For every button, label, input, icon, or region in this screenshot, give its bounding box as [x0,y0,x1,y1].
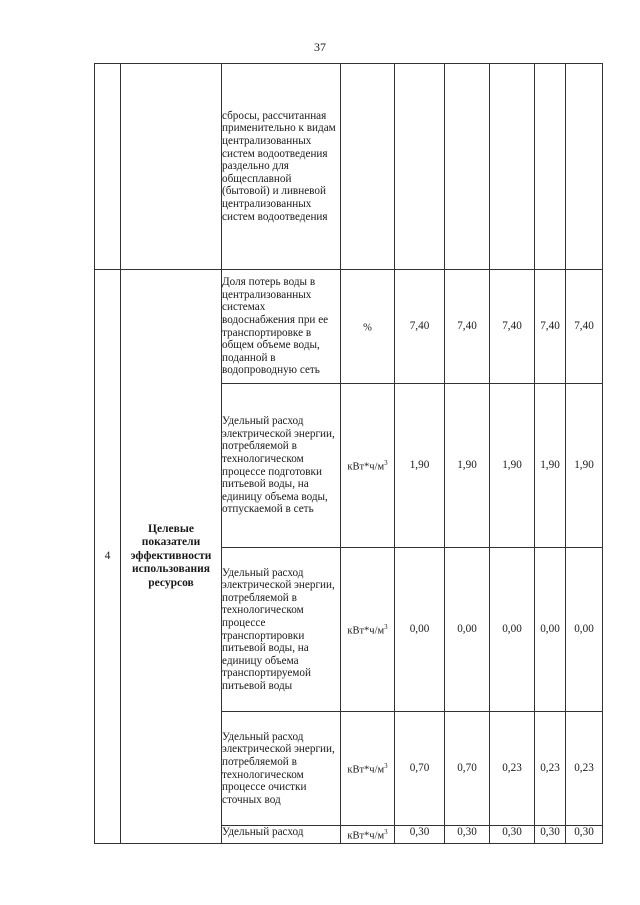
unit-text: кВт*ч/м [347,830,385,842]
value-cell: 0,00 [490,548,535,712]
row-number-cell [95,64,121,270]
value-cell: 7,40 [395,270,445,384]
indicator-description: Удельный расход электрической энергии, потребляемой в технологическом процессе транспортировки питьевой воды, на единицу объема транспортируемой питьевой воды [222,548,341,712]
value-cell: 1,90 [395,384,445,548]
value-cell: 0,70 [395,712,445,826]
value-cell: 7,40 [535,270,566,384]
category-cell: Целевые показатели эффективности использования ресурсов [121,270,222,844]
indicator-description: Удельный расход [222,826,341,844]
unit-superscript: 3 [384,622,388,631]
value-cell: 7,40 [445,270,490,384]
unit-cell [341,270,395,384]
value-cell: 0,00 [395,548,445,712]
page-number: 37 [314,40,326,54]
value-cell [445,64,490,270]
value-cell: 1,90 [445,384,490,548]
value-cell: 0,00 [535,548,566,712]
unit-superscript: 3 [384,458,388,467]
indicators-table [94,63,603,844]
indicator-description: Доля потерь воды в централизованных системах водоснабжения при ее транспортировке в общем объеме воды, поданной в водопроводную сеть [222,270,341,384]
value-cell: 1,90 [535,384,566,548]
indicator-description: сбросы, рассчитанная применительно к видам централизованных систем водоотведения раздельно для общесплавной (бытовой) и ливневой централизованных систем водоотведения [222,64,341,270]
value-cell: 0,00 [445,548,490,712]
value-cell: 0,23 [566,712,603,826]
unit-text: кВт*ч/м [347,625,385,637]
value-cell: 0,70 [445,712,490,826]
unit-text: кВт*ч/м [347,764,385,776]
unit-text: % [363,322,372,334]
value-cell: 0,23 [535,712,566,826]
category-cell [121,64,222,270]
value-cell: 0,30 [535,826,566,844]
value-cell: 7,40 [566,270,603,384]
unit-text: кВт*ч/м [347,461,385,473]
unit-superscript: 3 [384,828,388,836]
value-cell [490,64,535,270]
value-cell: 0,30 [395,826,445,844]
unit-cell [341,712,395,826]
value-cell: 1,90 [566,384,603,548]
value-cell: 0,30 [490,826,535,844]
table-row [95,64,603,270]
value-cell: 0,00 [566,548,603,712]
value-cell: 0,23 [490,712,535,826]
indicator-description: Удельный расход электрической энергии, потребляемой в технологическом процессе очистки сточных вод [222,712,341,826]
unit-cell [341,384,395,548]
value-cell [535,64,566,270]
table-row [95,270,603,384]
unit-cell [341,548,395,712]
value-cell: 0,30 [566,826,603,844]
value-cell: 1,90 [490,384,535,548]
unit-superscript: 3 [384,761,388,770]
value-cell [395,64,445,270]
value-cell: 0,30 [445,826,490,844]
value-cell: 7,40 [490,270,535,384]
value-cell [566,64,603,270]
unit-cell [341,64,395,270]
indicator-description: Удельный расход электрической энергии, потребляемой в технологическом процессе подготовки питьевой воды, на единицу объема воды, отпускаемой в сеть [222,384,341,548]
unit-cell [341,826,395,844]
row-number-cell: 4 [95,270,121,844]
